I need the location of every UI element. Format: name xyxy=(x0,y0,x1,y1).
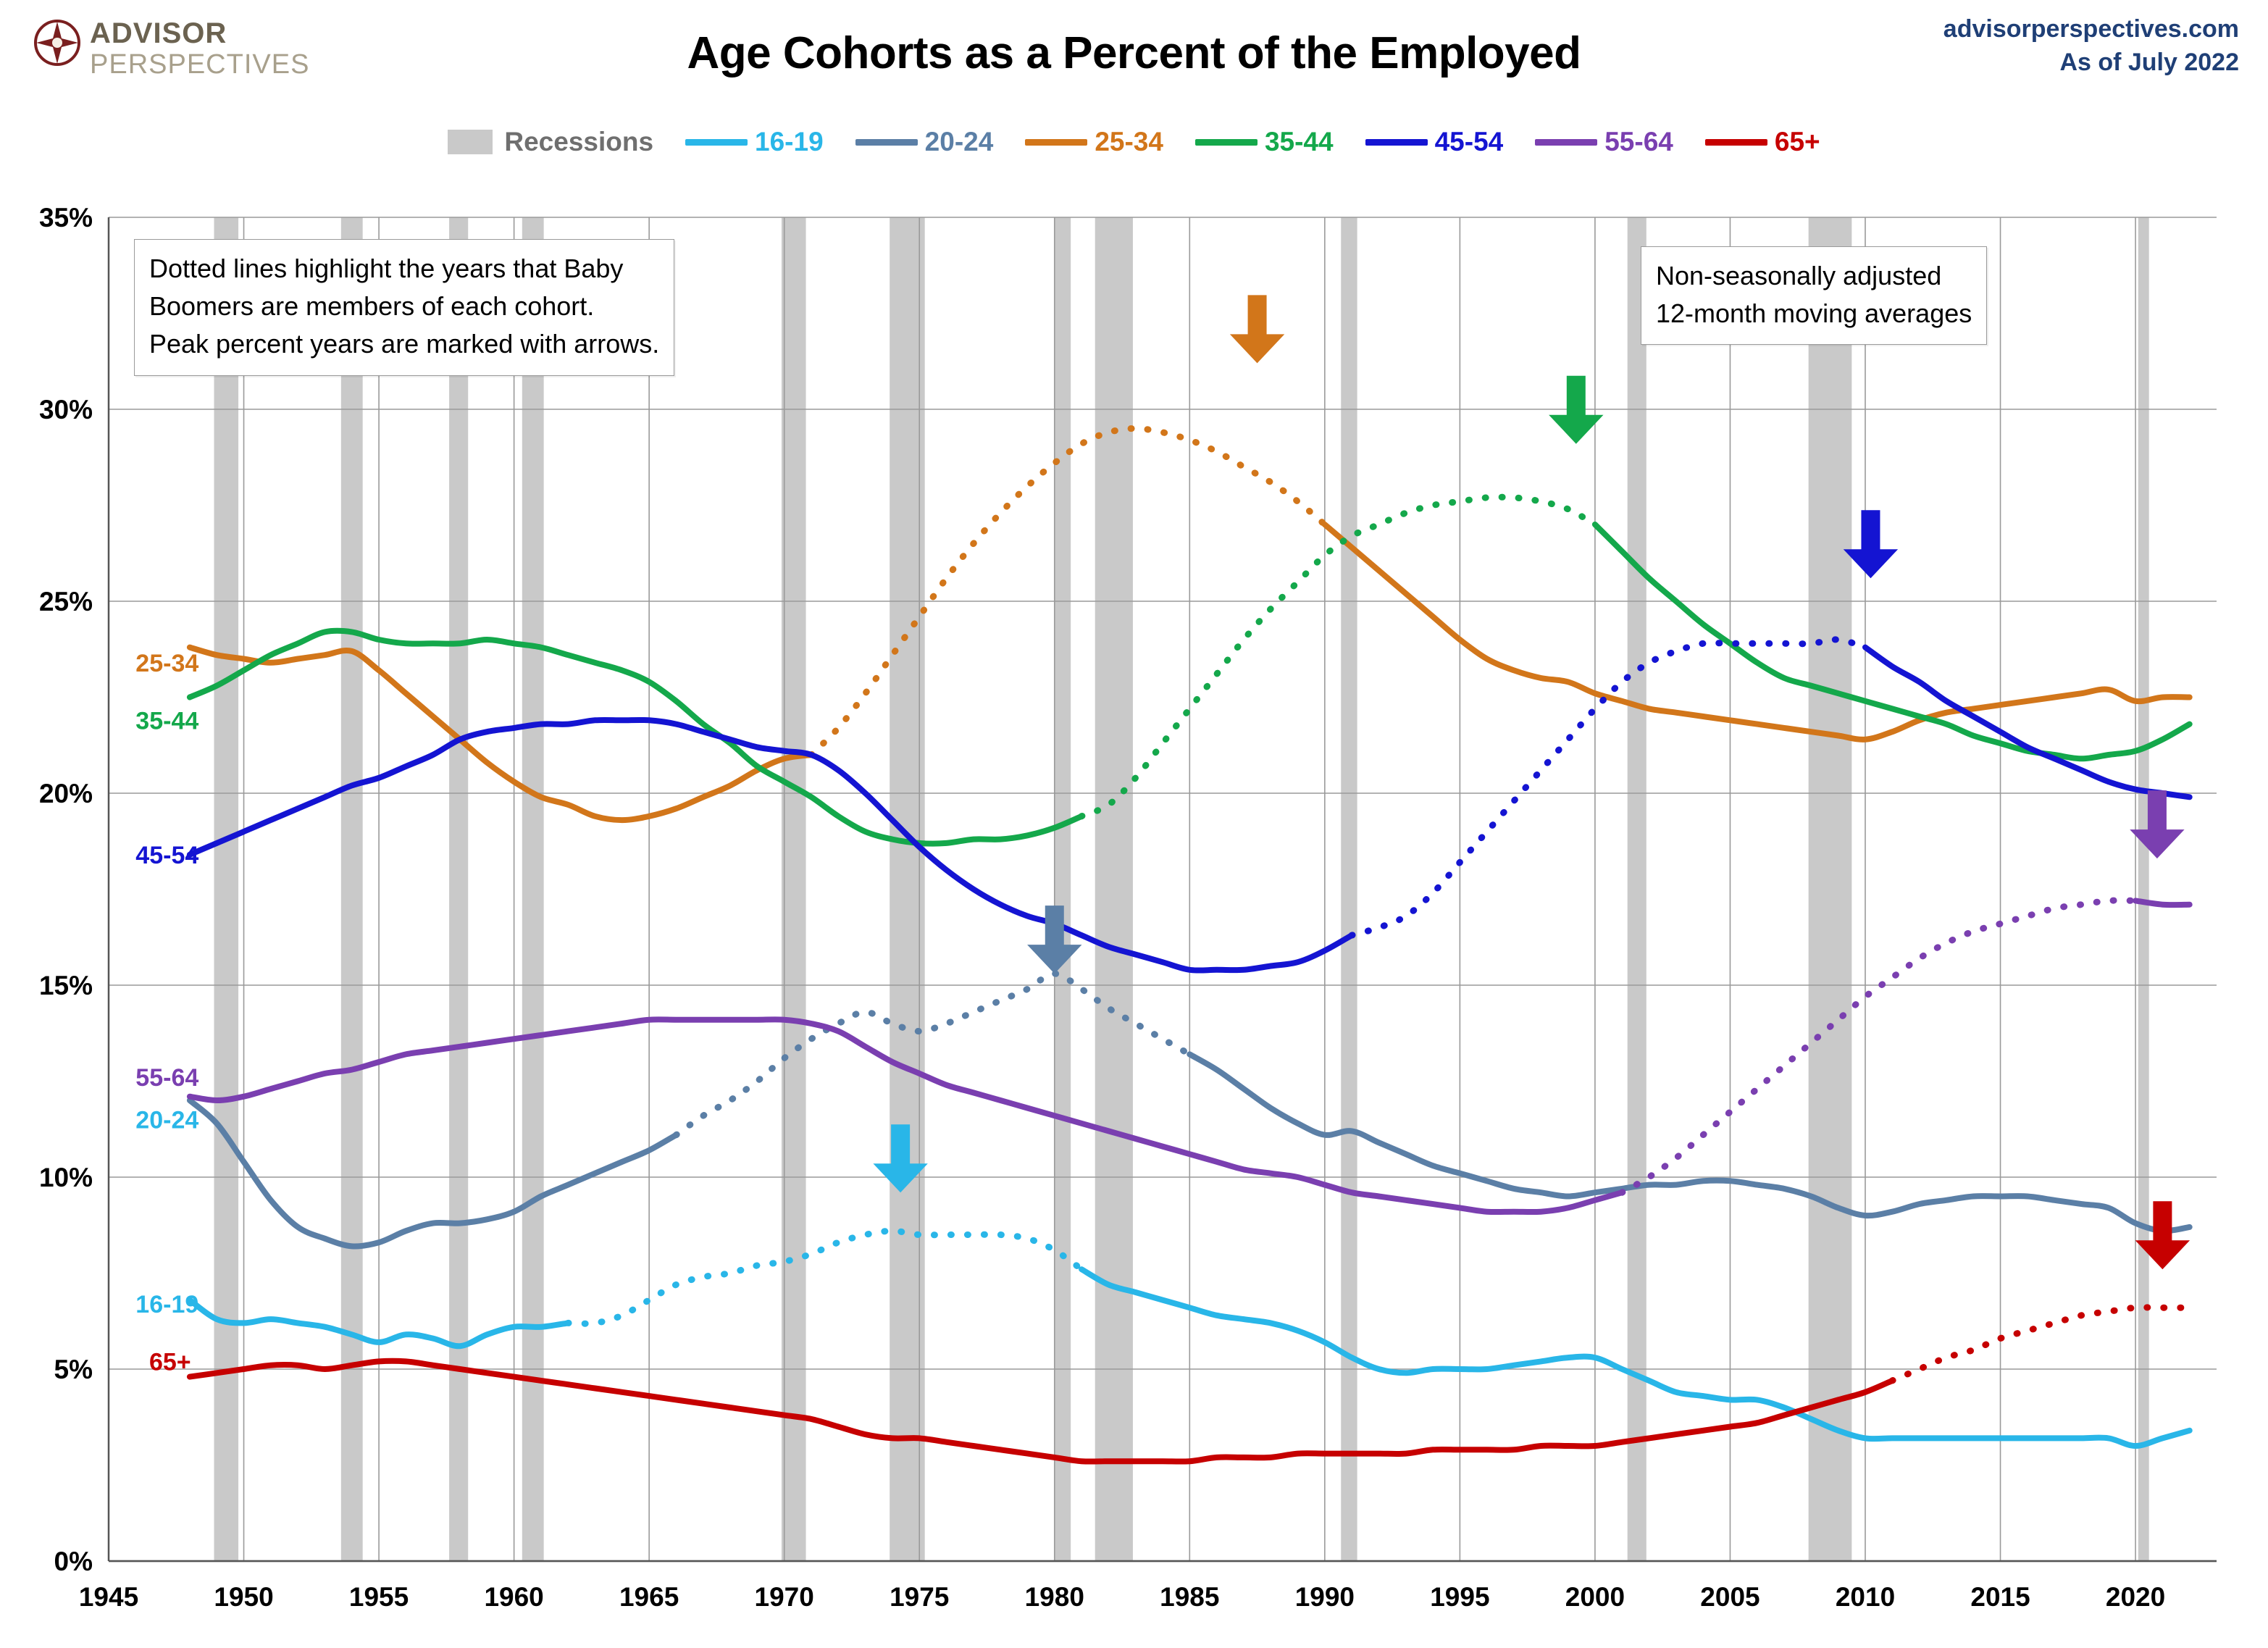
series-line-20-24-seg0 xyxy=(190,1100,677,1247)
xtick-label-11: 2000 xyxy=(1565,1582,1625,1612)
xtick-label-6: 1975 xyxy=(890,1582,950,1612)
xtick-label-9: 1990 xyxy=(1294,1582,1355,1612)
series-line-45-54-seg1 xyxy=(1352,640,1865,935)
peak-arrow-25-34 xyxy=(1230,295,1284,363)
inline-label-20-24: 20-24 xyxy=(135,1106,199,1134)
note-adjustment xyxy=(1641,246,1987,345)
inline-label-16-19: 16-19 xyxy=(135,1290,199,1318)
note-left-line3: Peak percent years are marked with arrows. xyxy=(149,329,660,359)
legend-label-55-64: 55-64 xyxy=(1604,127,1673,156)
ytick-label-2: 10% xyxy=(38,1163,93,1192)
xtick-label-1: 1950 xyxy=(214,1582,274,1612)
legend-label-20-24: 20-24 xyxy=(924,127,994,156)
recession-band-10 xyxy=(1809,217,1852,1561)
ytick-label-0: 0% xyxy=(54,1547,93,1576)
as-of-date: As of July 2022 xyxy=(2059,48,2239,76)
xtick-label-0: 1945 xyxy=(78,1582,139,1612)
note-left-line1: Dotted lines highlight the years that Baby xyxy=(149,254,624,283)
recession-band-0 xyxy=(214,217,239,1561)
recession-band-3 xyxy=(522,217,544,1561)
ytick-label-6: 30% xyxy=(38,395,93,424)
recession-band-4 xyxy=(782,217,806,1561)
recession-band-6 xyxy=(1055,217,1071,1561)
inline-label-35-44: 35-44 xyxy=(135,707,199,735)
xtick-label-14: 2015 xyxy=(1970,1582,2030,1612)
xtick-label-3: 1960 xyxy=(484,1582,544,1612)
ytick-label-1: 5% xyxy=(54,1355,93,1384)
peak-arrow-55-64 xyxy=(2130,790,2184,858)
inline-label-25-34: 25-34 xyxy=(135,649,199,677)
note-baby-boomers xyxy=(134,239,674,376)
recession-band-9 xyxy=(1628,217,1646,1561)
legend-label-35-44: 35-44 xyxy=(1264,127,1334,156)
logo-line1: ADVISOR xyxy=(90,17,227,49)
series-line-45-54-seg0 xyxy=(190,720,1352,971)
legend-label-45-54: 45-54 xyxy=(1434,127,1504,156)
inline-label-45-54: 45-54 xyxy=(135,841,199,869)
legend-label-25-34: 25-34 xyxy=(1095,127,1163,156)
note-left-line2: Boomers are members of each cohort. xyxy=(149,291,595,322)
ytick-label-5: 25% xyxy=(38,587,93,616)
xtick-label-15: 2020 xyxy=(2105,1582,2166,1612)
series-line-35-44-seg0 xyxy=(190,631,1081,844)
logo-line2: PERSPECTIVES xyxy=(90,49,310,80)
page-title: Age Cohorts as a Percent of the Employed xyxy=(687,28,1581,78)
inline-label-55-64: 55-64 xyxy=(135,1064,199,1092)
legend-label-recessions: Recessions xyxy=(504,127,654,156)
recession-band-11 xyxy=(2138,217,2149,1561)
xtick-label-2: 1955 xyxy=(348,1582,409,1612)
recession-band-1 xyxy=(341,217,363,1561)
xtick-label-12: 2005 xyxy=(1700,1582,1760,1612)
series-line-16-19-seg1 xyxy=(568,1231,1081,1323)
series-line-35-44-seg2 xyxy=(1595,524,2190,758)
recession-band-2 xyxy=(449,217,468,1561)
note-right-line1: Non-seasonally adjusted xyxy=(1656,261,1942,290)
legend-label-16-19: 16-19 xyxy=(755,127,824,156)
recession-band-7 xyxy=(1095,217,1133,1561)
series-line-55-64-seg1 xyxy=(1622,900,2135,1192)
xtick-label-4: 1965 xyxy=(619,1582,679,1612)
ytick-label-7: 35% xyxy=(38,203,93,233)
inline-label-65plus: 65+ xyxy=(148,1348,191,1376)
series-line-55-64-seg2 xyxy=(2135,900,2190,905)
series-line-35-44-seg1 xyxy=(1081,497,1595,816)
xtick-label-10: 1995 xyxy=(1430,1582,1490,1612)
ytick-label-3: 15% xyxy=(38,971,93,1000)
series-line-25-34-seg2 xyxy=(1325,524,2190,740)
xtick-label-7: 1980 xyxy=(1024,1582,1084,1612)
ytick-label-4: 20% xyxy=(38,779,93,808)
legend-label-65plus: 65+ xyxy=(1774,127,1820,156)
xtick-label-13: 2010 xyxy=(1835,1582,1896,1612)
note-right-line2: 12-month moving averages xyxy=(1656,298,1972,329)
site-url: advisorperspectives.com xyxy=(1943,15,2239,43)
xtick-label-5: 1970 xyxy=(754,1582,814,1612)
xtick-label-8: 1985 xyxy=(1160,1582,1220,1612)
